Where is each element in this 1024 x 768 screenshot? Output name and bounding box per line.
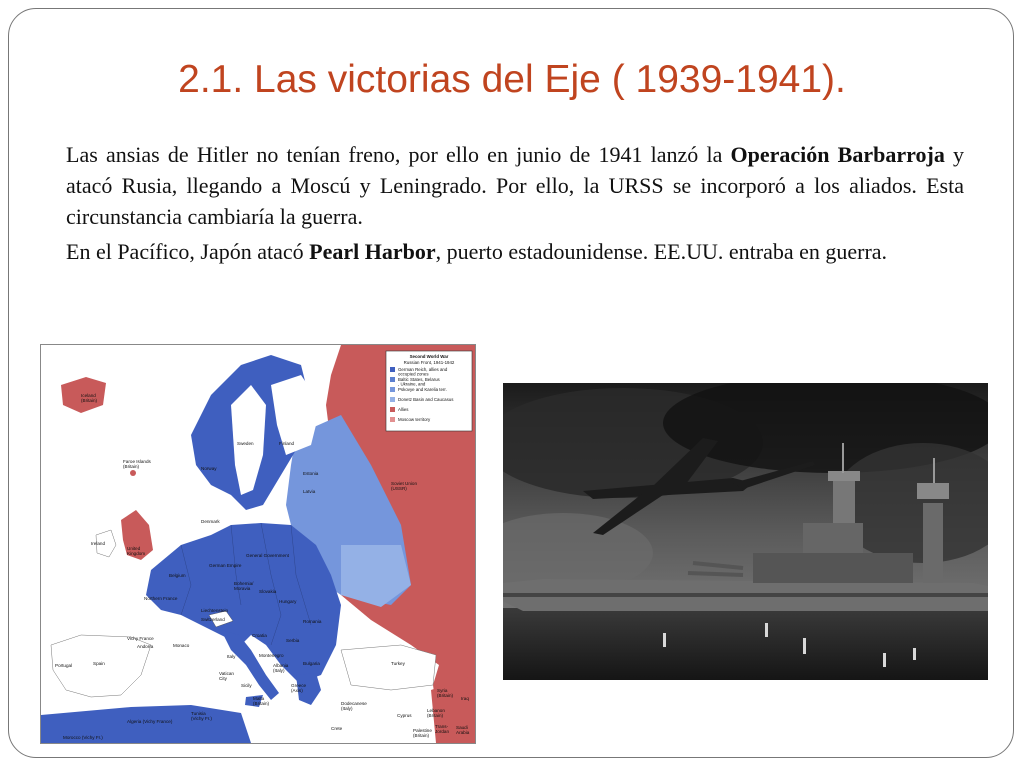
map-label-german-empire: German Empire bbox=[209, 563, 242, 568]
map-label-uk2: Kingdom bbox=[127, 551, 146, 556]
map-label-faroe2: (Britain) bbox=[123, 464, 140, 469]
pearl-harbor-bold: Pearl Harbor bbox=[309, 239, 436, 264]
map-label-iceland2: (Britain) bbox=[81, 398, 98, 403]
europe-war-map bbox=[40, 344, 476, 744]
map-label-lebanon: Lebanon bbox=[427, 708, 445, 713]
legend-swatch bbox=[390, 397, 395, 402]
map-label-saudi2: Arabia bbox=[456, 730, 470, 735]
map-label-soviet: Soviet Union bbox=[391, 481, 418, 486]
map-label-cyprus: Cyprus bbox=[397, 713, 412, 718]
map-label-portugal: Portugal bbox=[55, 663, 73, 668]
map-label-transjordan2: Jordan bbox=[435, 729, 450, 734]
map-label-latvia: Latvia bbox=[303, 489, 316, 494]
map-label-palestine2: (Britain) bbox=[413, 733, 430, 738]
legend-swatch bbox=[390, 417, 395, 422]
map-label-bohemia2: Moravia bbox=[234, 586, 251, 591]
legend-item-label: occupied zones bbox=[398, 371, 429, 377]
map-label-dodecanese2: (Italy) bbox=[341, 706, 353, 711]
legend-swatch bbox=[390, 407, 395, 412]
map-label-morocco: Morocco (Vichy Fr.) bbox=[63, 735, 103, 740]
legend-item-label: , Ukraine, and bbox=[398, 381, 426, 387]
legend-swatch bbox=[390, 367, 395, 372]
operacion-barbarroja-bold: Operación Barbarroja bbox=[730, 142, 945, 167]
map-label-general-government: General Government bbox=[246, 553, 289, 558]
map-label-vatican: Vatican bbox=[219, 671, 234, 676]
map-label-saudi: Saudi bbox=[456, 725, 468, 730]
legend-item-label: Donetz Basin and Caucasus bbox=[398, 397, 454, 402]
map-label-norway: Norway bbox=[201, 466, 217, 471]
legend-item-label: Moscow territory bbox=[398, 417, 431, 422]
map-label-malta2: (Britain) bbox=[253, 701, 270, 706]
map-label-syria: Syria bbox=[437, 688, 448, 693]
paragraph1-text-a: Las ansias de Hitler no tenían freno, por ello en junio de 1941 lanzó la bbox=[66, 142, 731, 167]
legend-item-label: Pskovye and Karelia terr. bbox=[398, 387, 447, 392]
map-label-andorra: Andorra bbox=[137, 644, 154, 649]
map-label-switzerland: Switzerland bbox=[201, 617, 225, 622]
map-label-liechtenstein: Liechtenstein bbox=[201, 608, 229, 613]
paragraph-pearl-harbor bbox=[66, 236, 964, 267]
map-label-vatican2: City bbox=[219, 676, 227, 681]
map-label-faroe: Faroe Islands bbox=[123, 459, 151, 464]
map-label-belgium: Belgium bbox=[169, 573, 186, 578]
map-label-uk: United bbox=[127, 546, 141, 551]
map-label-dodecanese: Dodecanese bbox=[341, 701, 367, 706]
map-label-iceland: Iceland bbox=[81, 393, 96, 398]
map-label-romania: Romania bbox=[303, 619, 322, 624]
map-label-tunisia: Tunisia bbox=[191, 711, 206, 716]
map-label-ireland: Ireland bbox=[91, 541, 106, 546]
map-label-albania2: (Italy) bbox=[273, 668, 285, 673]
map-label-crete: Crete bbox=[331, 726, 343, 731]
legend-subtitle: Russian Front, 1941-1942 bbox=[403, 360, 455, 365]
map-label-iraq: Iraq bbox=[461, 696, 469, 701]
map-label-croatia: Croatia bbox=[252, 633, 267, 638]
pearl-harbor-photo bbox=[503, 383, 988, 680]
map-label-bulgaria: Bulgaria bbox=[303, 661, 320, 666]
legend-item-label: German Reich, allies and bbox=[398, 367, 448, 372]
map-label-slovakia: Slovakia bbox=[259, 589, 277, 594]
paragraph-barbarroja bbox=[66, 139, 964, 232]
paragraph1-text-b: y atacó Rusia, llegando a Moscú y Leningrado. Por ello, la URSS se incorporó a los aliados. Esta circunstancia cambiaría la guerra. bbox=[66, 142, 965, 229]
map-label-hungary: Hungary bbox=[279, 599, 297, 604]
map-label-sicily: Sicily bbox=[241, 683, 252, 688]
slide-title: 2.1. Las victorias del Eje ( 1939-1941). bbox=[178, 58, 846, 101]
map-label-algeria: Algeria (Vichy France) bbox=[127, 719, 173, 724]
map-label-albania: Albania bbox=[273, 663, 289, 668]
map-label-syria2: (Britain) bbox=[437, 693, 454, 698]
legend-swatch bbox=[390, 387, 395, 392]
paragraph2-text-b: , puerto estadounidense. EE.UU. entraba en guerra. bbox=[435, 239, 888, 264]
map-label-soviet2: (USSR) bbox=[391, 486, 407, 491]
map-label-spain: Spain bbox=[93, 661, 105, 666]
map-label-greece2: (Axis) bbox=[291, 688, 303, 693]
paragraph2-text-a: En el Pacífico, Japón atacó bbox=[66, 239, 310, 264]
map-label-serbia: Serbia bbox=[286, 638, 300, 643]
legend-title: Second World War bbox=[409, 354, 449, 359]
map-label-sweden: Sweden bbox=[237, 441, 254, 446]
map-label-vichy-france: Vichy France bbox=[127, 636, 154, 641]
map-label-northern-france: Northern France bbox=[144, 596, 178, 601]
legend-swatch bbox=[390, 377, 395, 382]
map-label-malta: Malta bbox=[253, 696, 265, 701]
map-label-italy: Italy bbox=[227, 654, 236, 659]
map-label-montenegro: Montenegro bbox=[259, 653, 284, 658]
map-label-turkey: Turkey bbox=[391, 661, 405, 666]
map-label-estonia: Estonia bbox=[303, 471, 319, 476]
map-label-tunisia2: (Vichy Fr.) bbox=[191, 716, 212, 721]
map-label-greece: Greece bbox=[291, 683, 307, 688]
legend-item-label: Baltic States, Belarus bbox=[398, 377, 440, 382]
map-label-denmark: Denmark bbox=[201, 519, 220, 524]
map-label-monaco: Monaco bbox=[173, 643, 190, 648]
map-label-transjordan: Trans- bbox=[435, 724, 449, 729]
map-label-finland: Finland bbox=[279, 441, 295, 446]
legend-item-label: Allies bbox=[398, 407, 409, 412]
map-label-bohemia: Bohemia/ bbox=[234, 581, 254, 586]
map-label-lebanon2: (Britain) bbox=[427, 713, 444, 718]
map-label-palestine: Palestine bbox=[413, 728, 432, 733]
slide-body bbox=[66, 139, 964, 271]
